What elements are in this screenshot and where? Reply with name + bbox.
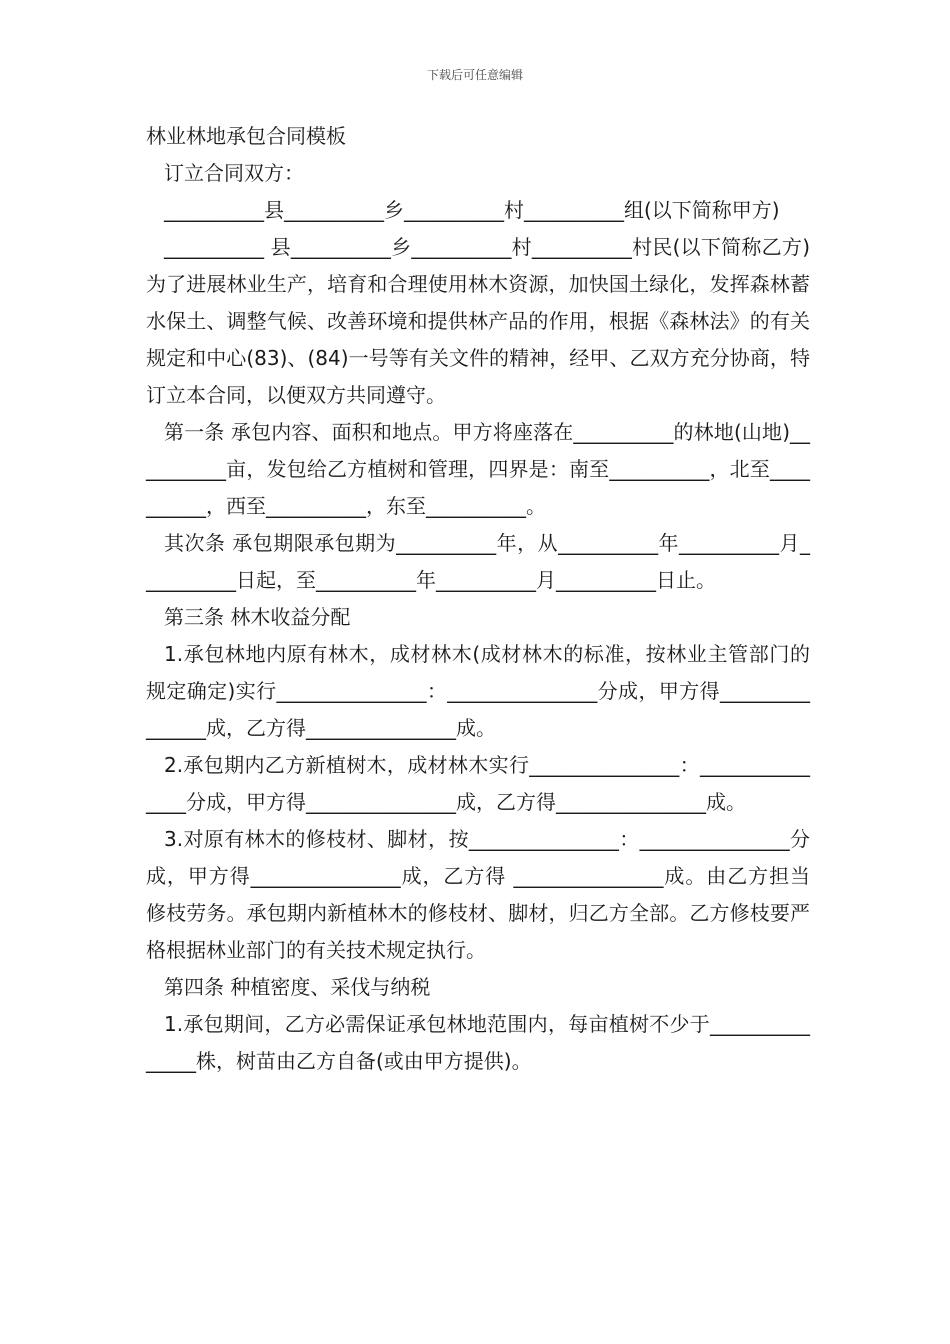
paragraph-article-2: 其次条 承包期限承包期为__________年，从__________年__________月__________日起，至__________年__________月__________日止。 [146,531,810,592]
document-title: 林业林地承包合同模板 [146,124,346,148]
paragraph-article-3-item-3: 3.对原有林木的修枝材、脚材，按_______________：_______________分成，甲方得_______________成，乙方得 _______________成。由乙方担当修枝劳务。承包期内新植林木的修枝材、脚材，归乙方全部。乙方修枝要严格根据林业部门的有关技术规定执行。 [146,827,810,962]
paragraph-article-3-item-2: 2.承包期内乙方新植树木，成材林木实行_______________：_______________分成，甲方得_______________成，乙方得_______________成。 [146,753,810,814]
paragraph-article-1: 第一条 承包内容、面积和地点。甲方将座落在__________的林地(山地)__________亩，发包给乙方植树和管理，四界是：南至__________，北至__________，西至__________，东至__________。 [146,420,810,518]
paragraph-article-3-item-1: 1.承包林地内原有林木，成材林木(成材林木的标准，按林业主管部门的规定确定)实行_______________：_______________分成，甲方得_______________成，乙方得_______________成。 [146,642,810,740]
heading-article-4: 第四条 种植密度、采伐与纳税 [164,975,431,999]
paragraph-party-a: __________县__________乡__________村__________组(以下简称甲方) [164,198,780,222]
paragraph-parties-intro: 订立合同双方： [164,161,304,185]
paragraph-party-b-purpose: __________ 县__________乡__________村__________村民(以下简称乙方) 为了进展林业生产，培育和合理使用林木资源，加快国土绿化，发挥森林蓄水保土、调整气候、改善环境和提供林产品的作用，根据《森林法》的有关规定和中心(83)、(84)一号等有关文件的精神，经甲、乙双方充分协商，特订立本合同，以便双方共同遵守。 [146,235,810,407]
contract-body [146,118,810,1080]
paragraph-article-4-item-1: 1.承包期间，乙方必需保证承包林地范围内，每亩植树不少于_______________株，树苗由乙方自备(或由甲方提供)。 [146,1012,810,1073]
heading-article-3: 第三条 林木收益分配 [164,605,351,629]
page-header-note: 下载后可任意编辑 [426,68,523,82]
